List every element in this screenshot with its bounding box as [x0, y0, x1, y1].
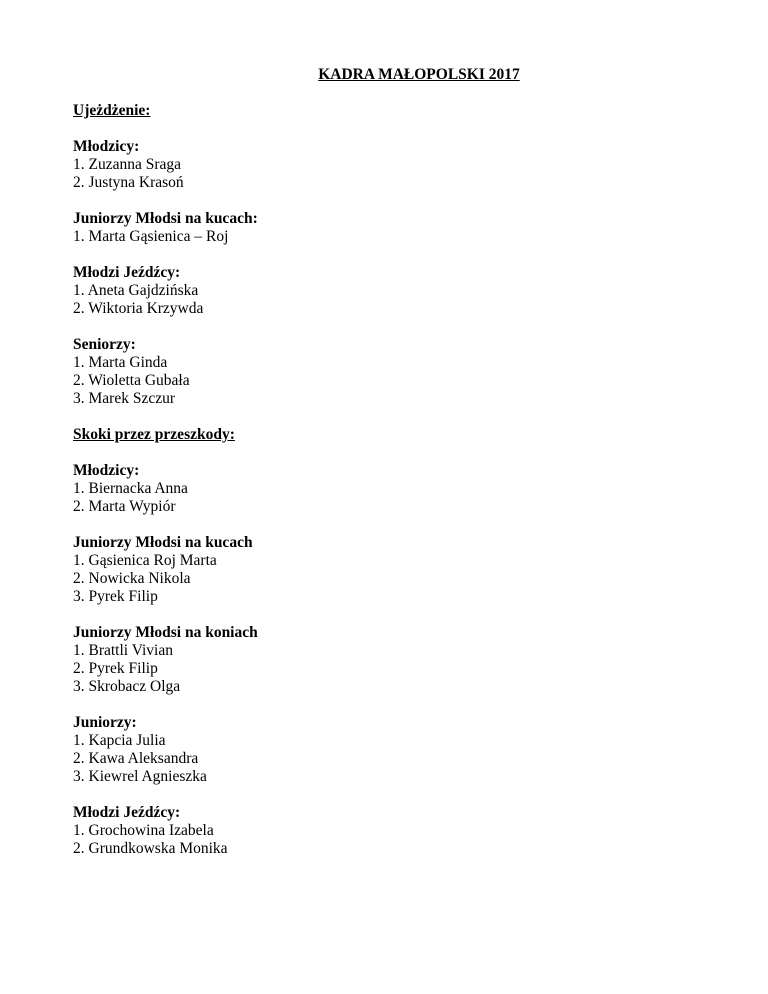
- rider-list-item: 2. Kawa Aleksandra: [73, 750, 199, 767]
- category-heading: Seniorzy:: [73, 336, 136, 353]
- rider-list-item: 1. Marta Ginda: [73, 354, 168, 371]
- rider-list-item: 3. Marek Szczur: [73, 390, 175, 407]
- category-heading: Juniorzy Młodsi na kucach:: [73, 210, 258, 227]
- category-heading: Juniorzy Młodsi na koniach: [73, 624, 258, 641]
- document-page: [73, 66, 693, 876]
- category-group: [73, 336, 693, 408]
- rider-list-item: 1. Brattli Vivian: [73, 642, 173, 659]
- category-heading: Młodzi Jeźdźcy:: [73, 804, 181, 821]
- category-group: [73, 210, 693, 246]
- category-group: [73, 462, 693, 516]
- category-group: [73, 534, 693, 606]
- rider-list-item: 2. Grundkowska Monika: [73, 840, 228, 857]
- section-heading: Ujeżdżenie:: [73, 102, 151, 119]
- rider-list-item: 1. Kapcia Julia: [73, 732, 166, 749]
- rider-list-item: 2. Wioletta Gubała: [73, 372, 190, 389]
- rider-list-item: 2. Wiktoria Krzywda: [73, 300, 204, 317]
- rider-list-item: 1. Gąsienica Roj Marta: [73, 552, 217, 569]
- rider-list-item: 2. Justyna Krasoń: [73, 174, 184, 191]
- category-heading: Juniorzy:: [73, 714, 137, 731]
- rider-list-item: 3. Skrobacz Olga: [73, 678, 181, 695]
- category-heading: Juniorzy Młodsi na kucach: [73, 534, 253, 551]
- category-group: [73, 714, 693, 786]
- category-group: [73, 138, 693, 192]
- category-heading: Młodzicy:: [73, 138, 140, 155]
- rider-list-item: 3. Kiewrel Agnieszka: [73, 768, 207, 785]
- category-heading: Młodzi Jeźdźcy:: [73, 264, 181, 281]
- rider-list-item: 3. Pyrek Filip: [73, 588, 158, 605]
- rider-list-item: 1. Zuzanna Sraga: [73, 156, 182, 173]
- document-body: [73, 102, 693, 858]
- category-group: [73, 264, 693, 318]
- rider-list-item: 2. Nowicka Nikola: [73, 570, 191, 587]
- rider-list-item: 1. Biernacka Anna: [73, 480, 188, 497]
- rider-list-item: 1. Marta Gąsienica – Roj: [73, 228, 229, 245]
- rider-list-item: 2. Pyrek Filip: [73, 660, 158, 677]
- category-group: [73, 624, 693, 696]
- section-heading: Skoki przez przeszkody:: [73, 426, 235, 443]
- category-group: [73, 804, 693, 858]
- document-title: KADRA MAŁOPOLSKI 2017: [318, 66, 520, 83]
- rider-list-item: 1. Aneta Gajdzińska: [73, 282, 199, 299]
- category-heading: Młodzicy:: [73, 462, 140, 479]
- rider-list-item: 2. Marta Wypiór: [73, 498, 176, 515]
- rider-list-item: 1. Grochowina Izabela: [73, 822, 214, 839]
